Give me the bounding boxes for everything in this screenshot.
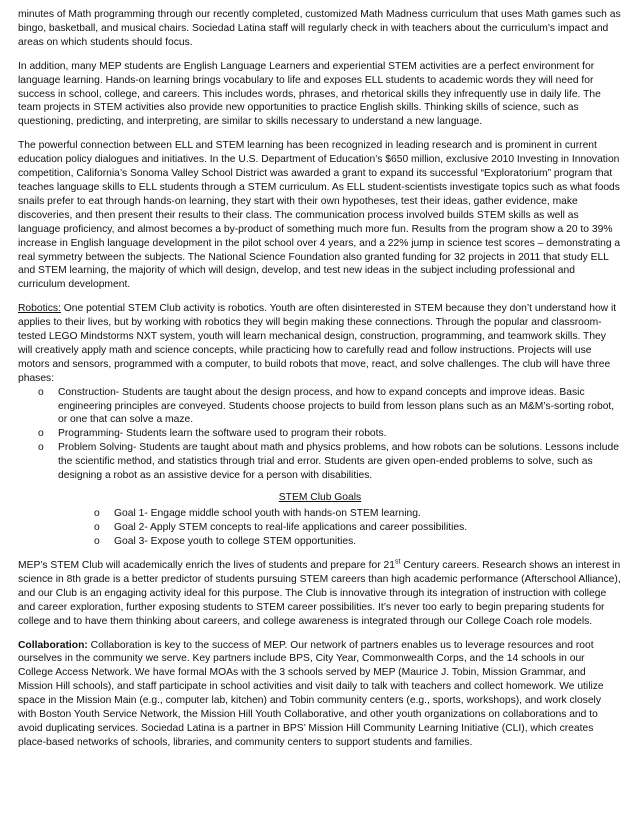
robotics-phases-list bbox=[18, 386, 622, 483]
paragraph-math-madness: minutes of Math programming through our recently completed, customized Math Madness curriculum that uses Math games such as bingo, basketball, and musical chairs. Sociedad Latina staff will regularly check in with teachers about the curriculum’s impact and areas on which students should focus. bbox=[18, 9, 621, 48]
paragraph-stem-club: MEP’s STEM Club will academically enrich the lives of students and prepare for 21st Century careers. Research shows an interest in science in 8th grade is a better predictor of students pursuing STEM careers than high academic performance (Afterschool Alliance), and our Club is an engaging activity ideal for this purpose. The Club is innovative through its integration of instruction with college and career exploration, further exposing students to STEM career possibilities. It’s never too early to begin preparing students for college and to have them thinking about careers, and college awareness is integrated through our College Coach role models. bbox=[18, 558, 621, 627]
list-item: o Goal 1- Engage middle school youth with hands-on STEM learning. bbox=[94, 508, 421, 519]
robotics-text: One potential STEM Club activity is robotics. Youth are often disinterested in STEM because they don’t understand how it applies to their lives, but by working with robotics they will begin making these connections. Through the popular and classroom-tested LEGO Mindstorms NXT system, youth will learn mechanical design, construction, programming, and teamwork skills. They will creatively apply math and science concepts, while practicing how to carefully read and follow instructions. Projects will use motors and sensors, programmed with a computer, to build robots that move, react, and solve challenges. The club will have three phases: bbox=[18, 303, 617, 384]
list-item: o Programming- Students learn the software used to program their robots. bbox=[38, 428, 387, 440]
goals-list bbox=[18, 507, 622, 549]
bullet-marker: o bbox=[38, 442, 44, 454]
paragraph-robotics bbox=[18, 302, 622, 385]
list-item: o Construction- Students are taught about the design process, and how to expand concepts and improve ideas. Basic engineering principles are conveyed. Students choose projects to build from lesson plans such as an M&M’s-sorting robot, or one that can solve a maze. bbox=[38, 386, 615, 426]
paragraph-ell-stem: In addition, many MEP students are English Language Learners and experiential STEM activities are a perfect environment for language learning. Hands-on learning brings vocabulary to life and exposes ELL students to academic words they will need for success in school, college, and careers. This includes words, phrases, and rhetorical skills they infrequently use in daily life. The team projects in STEM activities also provide new opportunities to practice English skills. Thinking skills of science, such as questioning, predicting, and interpreting, are similar to skills necessary to understand a new language. bbox=[18, 60, 601, 128]
list-item: o Problem Solving- Students are taught about math and physics problems, and how robots can be solutions. Lessons include the scientific method, and statistics through trial and error. Students are given open-ended problems to solve, such as designing a robot as an assistive device for a person with disabilities. bbox=[38, 442, 619, 482]
goals-heading: STEM Club Goals bbox=[278, 492, 362, 503]
list-item: o Goal 3- Expose youth to college STEM opportunities. bbox=[94, 536, 357, 547]
paragraph-collaboration bbox=[18, 639, 622, 750]
collaboration-text: Collaboration is key to the success of MEP. Our network of partners enables us to leverage resources and root ourselves in the community we serve. Key partners include BPS, City Year, Commonwealth Corps, and the 14 schools in our College Access Network. We have formal MOAs with the 3 schools served by MEP (Maurice J. Tobin, Mission Grammar, and Mission Hill schools), and staff participate in school activities and visit daily to talk with teachers and collect homework. We utilize space in the Mission Main (e.g., computer lab, kitchen) and Tobin community centers (e.g., sports, workshops), and work closely with Boston Youth Service Network, the Mission Hill Youth Collaborative, and other youth organizations on collaborations and to avoid duplicating services. Sociedad Latina is a partner in BPS’ Mission Hill Community Learning Initiative (CLI), which creates place-based networks of schools, libraries, and community centers to support students and families. bbox=[18, 639, 604, 748]
document-page bbox=[18, 8, 622, 760]
collaboration-heading: Collaboration: bbox=[18, 639, 88, 651]
paragraph-ell-research: The powerful connection between ELL and STEM learning has been recognized in leading research and is prominent in current education policy dialogues and initiatives. In the U.S. Department of Education’s $650 million, exclusive 2010 Investing in Innovation competition, California’s Sonoma Valley School District was awarded a grant to expand its successful “Exploratorium” program that teaches language skills to ELL students through a STEM curriculum. As ELL student-scientists investigate topics such as what foods snails prefer to eat through hands-on learning, they start with their own hypotheses, test their ideas, gather evidence, make discoveries, and then present their results to their class. The communication process involved builds STEM skills as well as language proficiency, and almost becomes a by-product of something much more fun. Results from the program show a 20 to 39% increase in English language development in the pilot school over 4 years, and a 22% jump in science test scores – demonstrating a real symmetry between the subjects. The National Science Foundation also granted funding for 32 projects in 2011 that study ELL and STEM learning, the majority of which will design, develop, and test new ideas in the subject including professional and curriculum development. bbox=[18, 140, 621, 291]
bullet-marker: o bbox=[38, 386, 44, 398]
bullet-marker: o bbox=[94, 536, 100, 547]
robotics-heading: Robotics: bbox=[18, 303, 61, 315]
bullet-marker: o bbox=[94, 522, 100, 533]
bullet-marker: o bbox=[38, 428, 44, 440]
bullet-marker: o bbox=[94, 508, 100, 519]
list-item: o Goal 2- Apply STEM concepts to real-life applications and career possibilities. bbox=[94, 522, 468, 533]
